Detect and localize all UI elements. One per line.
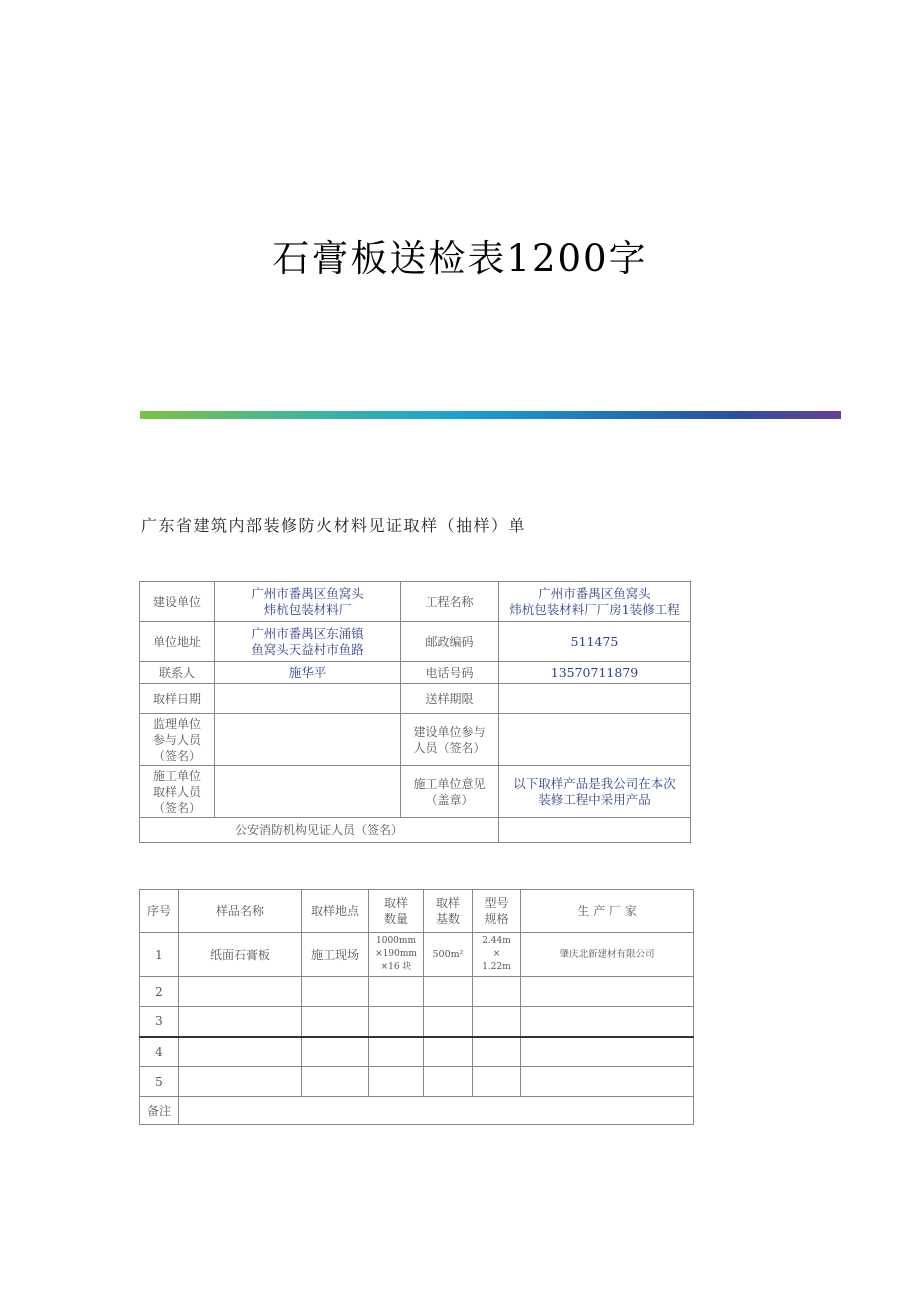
cell-sample-name	[179, 1007, 302, 1037]
cell-index: 1	[140, 933, 179, 977]
form-row-dates	[140, 684, 691, 714]
label-postal-code: 邮政编码	[401, 622, 499, 662]
remark-row	[140, 1097, 694, 1125]
header-sample-name: 样品名称	[179, 890, 302, 933]
cell-sample-quantity	[369, 1007, 424, 1037]
value-construction-unit: 广州市番禺区鱼窝头 炜杭包装材料厂	[215, 582, 401, 622]
cell-sampling-location	[302, 1037, 369, 1067]
form-subtitle: 广东省建筑内部装修防火材料见证取样（抽样）单	[141, 516, 527, 535]
value-contractor-opinion: 以下取样产品是我公司在本次 装修工程中采用产品	[499, 766, 691, 818]
label-supervision-staff: 监理单位 参与人员 （签名）	[140, 714, 215, 766]
cell-manufacturer	[521, 1067, 694, 1097]
cell-manufacturer	[521, 1037, 694, 1067]
value-postal-code: 511475	[499, 622, 691, 662]
header-manufacturer: 生 产 厂 家	[521, 890, 694, 933]
form-row-supervision	[140, 714, 691, 766]
header-model-spec: 型号 规格	[473, 890, 521, 933]
value-delivery-deadline	[499, 684, 691, 714]
value-fire-witness	[499, 818, 691, 843]
header-sample-quantity: 取样 数量	[369, 890, 424, 933]
value-project-name: 广州市番禺区鱼窝头 炜杭包装材料厂厂房1装修工程	[499, 582, 691, 622]
value-contractor-staff	[215, 766, 401, 818]
value-phone: 13570711879	[499, 662, 691, 684]
cell-sample-quantity	[369, 977, 424, 1007]
value-unit-address: 广州市番禺区东涌镇 鱼窝头天益村市鱼路	[215, 622, 401, 662]
label-construction-unit: 建设单位	[140, 582, 215, 622]
label-contact-person: 联系人	[140, 662, 215, 684]
remark-value	[179, 1097, 694, 1125]
document-title: 石膏板送检表1200字	[272, 237, 648, 280]
cell-sample-name: 纸面石膏板	[179, 933, 302, 977]
form-row-fire-witness	[140, 818, 691, 843]
cell-sampling-location	[302, 1007, 369, 1037]
cell-index: 2	[140, 977, 179, 1007]
cell-index: 4	[140, 1037, 179, 1067]
form-row-construction-unit	[140, 582, 691, 622]
cell-manufacturer	[521, 977, 694, 1007]
cell-model-spec	[473, 1037, 521, 1067]
cell-sampling-location	[302, 977, 369, 1007]
cell-index: 5	[140, 1067, 179, 1097]
header-sample-base: 取样 基数	[424, 890, 473, 933]
label-delivery-deadline: 送样期限	[401, 684, 499, 714]
label-fire-witness: 公安消防机构见证人员（签名）	[140, 818, 499, 843]
cell-index: 3	[140, 1007, 179, 1037]
cell-sample-quantity: 1000mm ×190mm ×16 块	[369, 933, 424, 977]
cell-manufacturer	[521, 1007, 694, 1037]
table-row	[140, 977, 694, 1007]
cell-sample-base	[424, 1007, 473, 1037]
remark-label: 备注	[140, 1097, 179, 1125]
sampling-form-table	[139, 581, 691, 843]
samples-table	[139, 889, 694, 1125]
label-contractor-opinion: 施工单位意见 （盖章）	[401, 766, 499, 818]
header-sampling-location: 取样地点	[302, 890, 369, 933]
cell-sample-base	[424, 977, 473, 1007]
value-contact-person: 施华平	[215, 662, 401, 684]
label-sampling-date: 取样日期	[140, 684, 215, 714]
cell-sample-name	[179, 977, 302, 1007]
label-phone: 电话号码	[401, 662, 499, 684]
cell-model-spec	[473, 1007, 521, 1037]
cell-sampling-location: 施工现场	[302, 933, 369, 977]
table-row	[140, 1007, 694, 1037]
cell-sample-base: 500m²	[424, 933, 473, 977]
table-row	[140, 1067, 694, 1097]
cell-sample-quantity	[369, 1067, 424, 1097]
table-row	[140, 1037, 694, 1067]
cell-model-spec	[473, 1067, 521, 1097]
cell-model-spec	[473, 977, 521, 1007]
value-owner-staff	[499, 714, 691, 766]
label-owner-staff: 建设单位参与 人员（签名）	[401, 714, 499, 766]
cell-sample-name	[179, 1037, 302, 1067]
form-row-contact	[140, 662, 691, 684]
cell-sample-name	[179, 1067, 302, 1097]
gradient-divider	[140, 411, 841, 419]
table-row	[140, 933, 694, 977]
cell-sampling-location	[302, 1067, 369, 1097]
cell-manufacturer: 肇庆北新建材有限公司	[521, 933, 694, 977]
cell-sample-base	[424, 1037, 473, 1067]
label-contractor-staff: 施工单位 取样人员 （签名）	[140, 766, 215, 818]
header-index: 序号	[140, 890, 179, 933]
cell-model-spec: 2.44m × 1.22m	[473, 933, 521, 977]
form-row-contractor	[140, 766, 691, 818]
cell-sample-base	[424, 1067, 473, 1097]
samples-header-row	[140, 890, 694, 933]
value-sampling-date	[215, 684, 401, 714]
value-supervision-staff	[215, 714, 401, 766]
form-row-address	[140, 622, 691, 662]
cell-sample-quantity	[369, 1037, 424, 1067]
label-unit-address: 单位地址	[140, 622, 215, 662]
label-project-name: 工程名称	[401, 582, 499, 622]
